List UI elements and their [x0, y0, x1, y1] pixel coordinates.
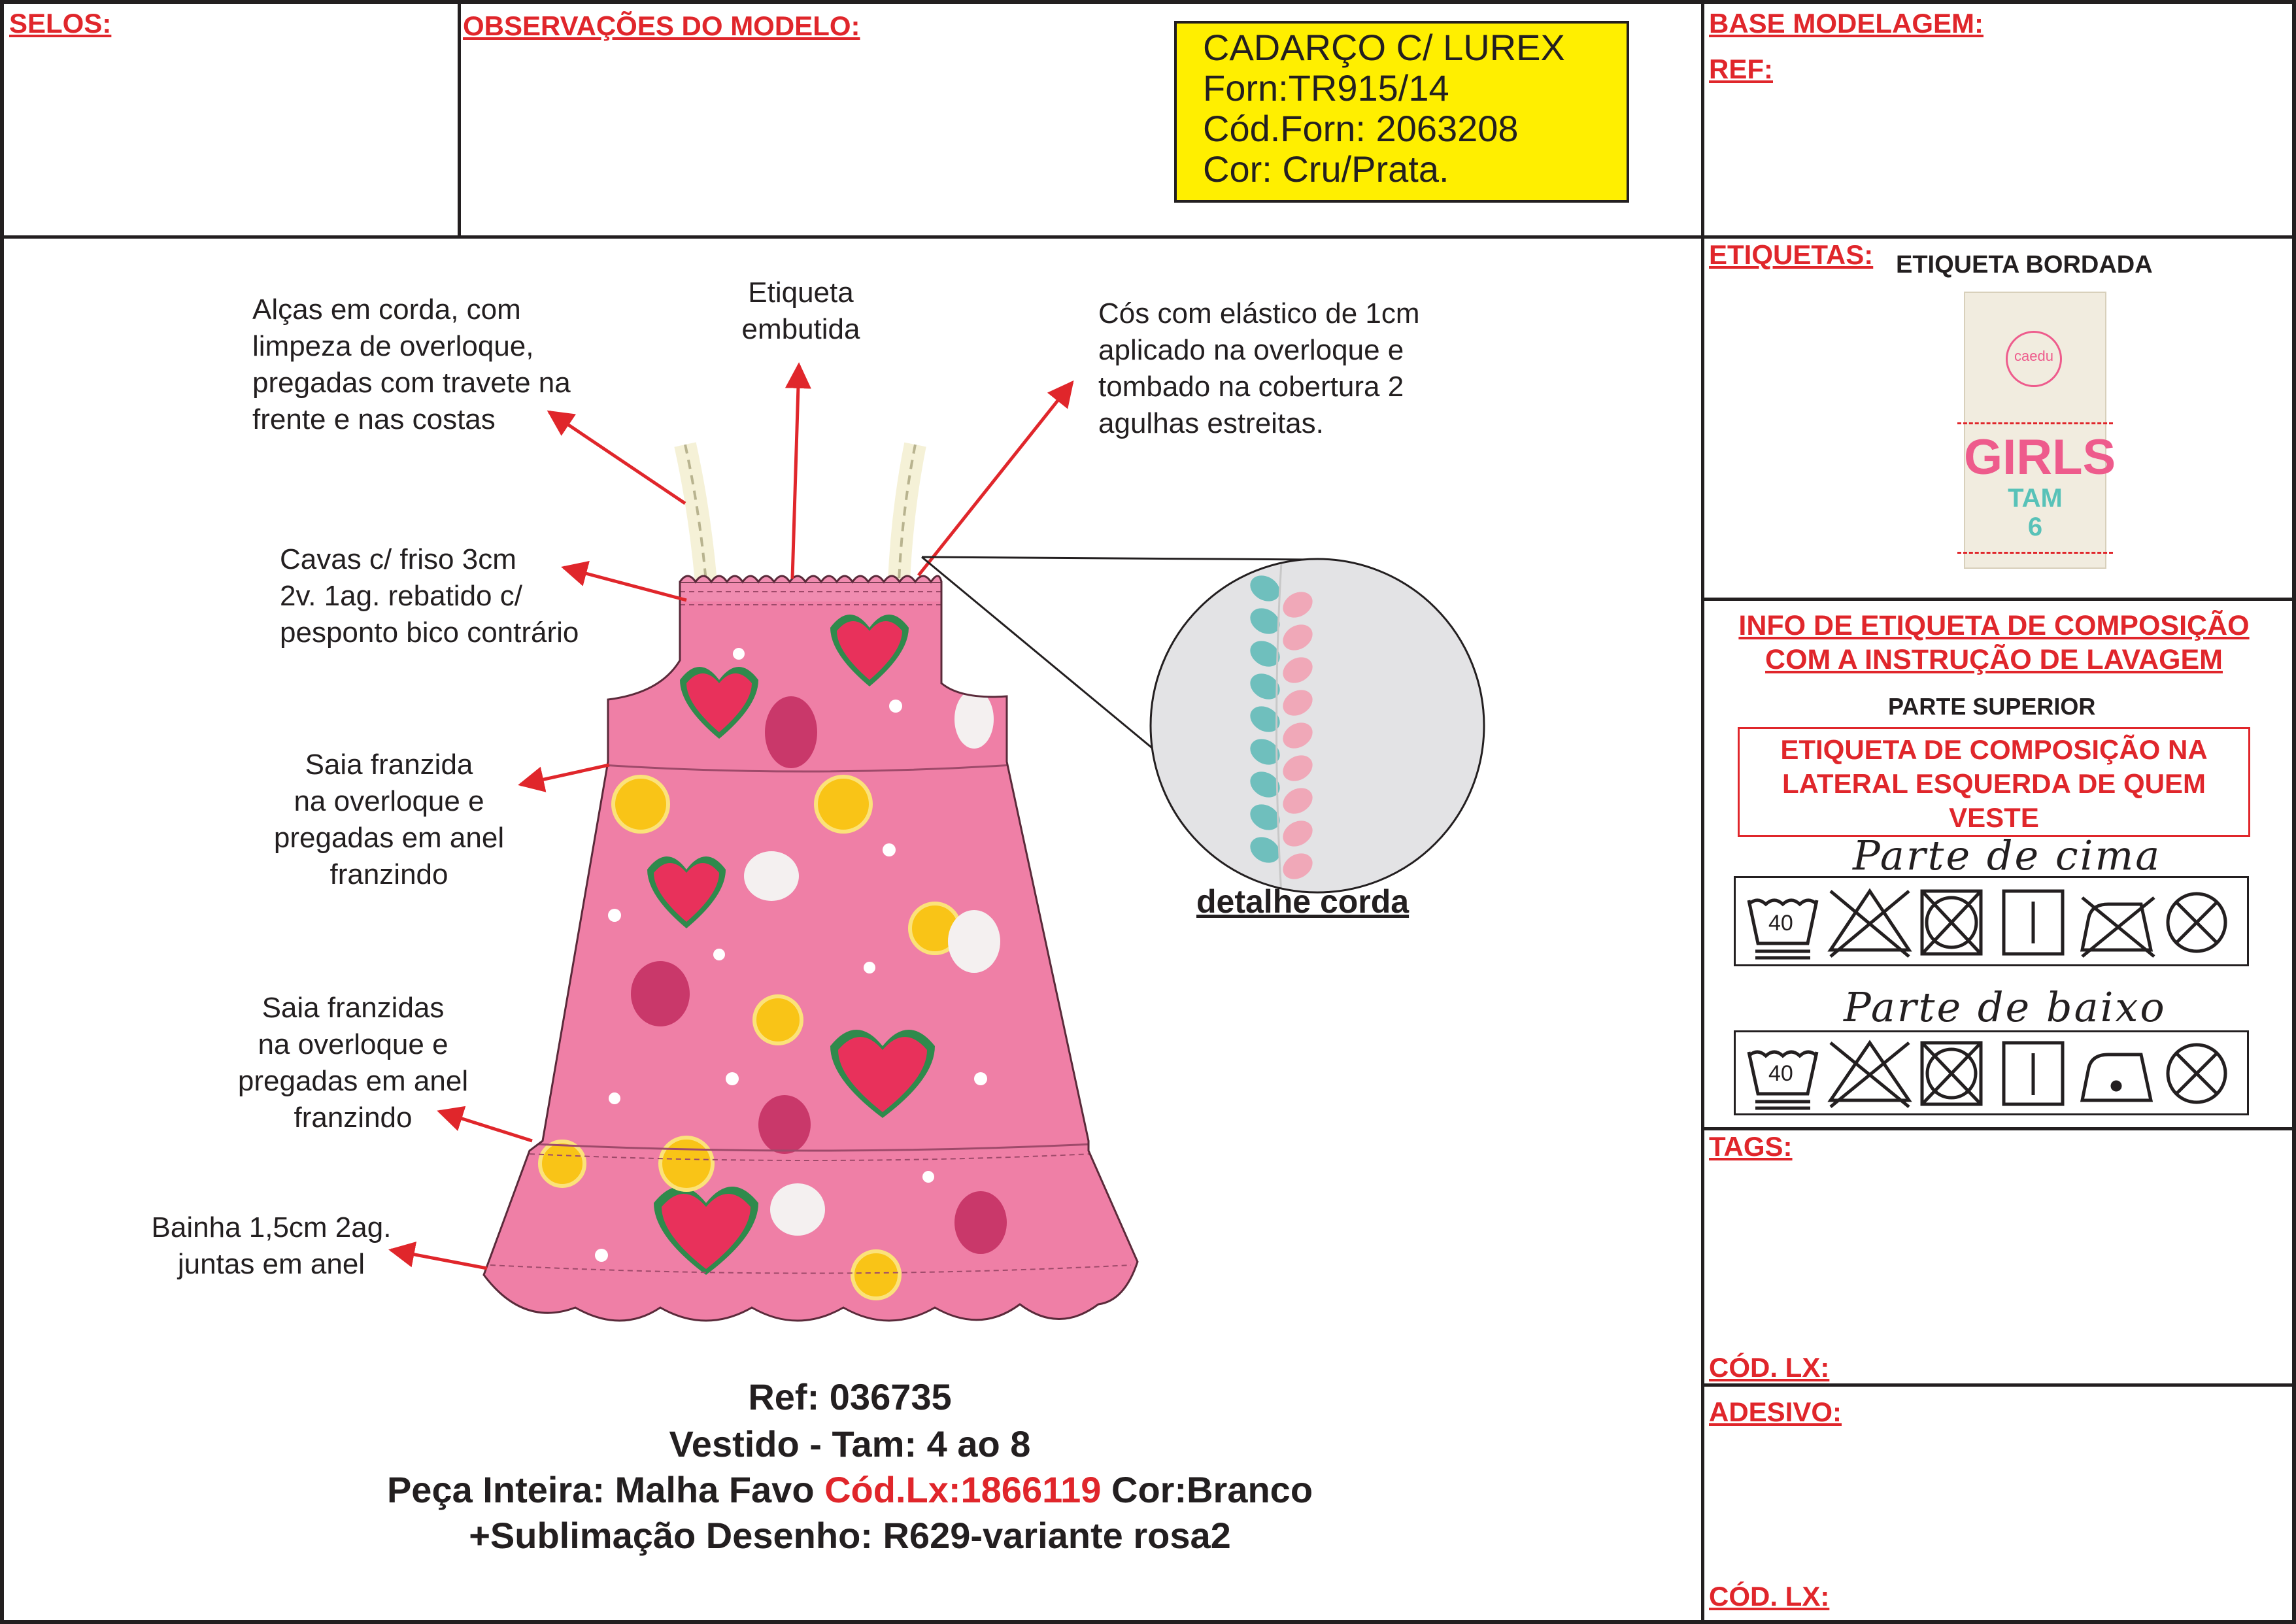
iron-low-icon: [2082, 1055, 2151, 1100]
care-symbols-top: [1734, 876, 2249, 966]
wash-temp-bottom: 40: [1768, 1061, 1793, 1086]
composition-box-line: VESTE: [1949, 802, 2039, 833]
note-line: Alças em corda, com: [252, 294, 521, 326]
note-line: tombado na cobertura 2: [1098, 371, 1404, 403]
parte-de-cima-label: Parte de cima: [1853, 832, 2162, 879]
tag-cut-line-bottom: [1957, 552, 2113, 554]
embroidered-label-tag: [1964, 292, 2116, 569]
composition-title-line1: INFO DE ETIQUETA DE COMPOSIÇÃO: [1738, 610, 2250, 641]
tag-size-text: 6: [2027, 513, 2043, 541]
product-print: +Sublimação Desenho: R629-variante rosa2: [469, 1515, 1231, 1556]
etiqueta-bordada-label: ETIQUETA BORDADA: [1896, 251, 2153, 279]
parte-de-baixo-label: Parte de baixo: [1844, 983, 2167, 1031]
ref-label: REF:: [1709, 54, 1773, 84]
strap-left: [685, 445, 706, 582]
note-line: pesponto bico contrário: [280, 617, 579, 649]
tag-brand-text: caedu: [2014, 348, 2053, 364]
note-line: pregadas em anel: [273, 822, 505, 854]
tag-tam-text: TAM: [2008, 484, 2063, 513]
note-line: juntas em anel: [177, 1248, 365, 1280]
right-panel-divider: [1701, 0, 1704, 1624]
tags-divider: [1701, 1383, 2296, 1387]
note-line: 2v. 1ag. rebatido c/: [280, 580, 522, 612]
note-line: Saia franzidas: [262, 992, 445, 1024]
composition-box-line: ETIQUETA DE COMPOSIÇÃO NA: [1780, 734, 2208, 765]
cod-lx-label-2: CÓD. LX:: [1709, 1581, 1830, 1612]
cod-lx-label-1: CÓD. LX:: [1709, 1352, 1830, 1383]
product-desc: Vestido - Tam: 4 ao 8: [669, 1423, 1031, 1464]
note-line: Bainha 1,5cm 2ag.: [151, 1211, 392, 1243]
product-fabric: [0, 1468, 1700, 1511]
adesivo-label: ADESIVO:: [1709, 1396, 1842, 1427]
note-line: limpeza de overloque,: [252, 330, 534, 362]
parte-superior-label: PARTE SUPERIOR: [1888, 693, 2096, 720]
fabric-code: Cód.Lx:1866119: [824, 1469, 1102, 1510]
detail-corda-label: detalhe corda: [1196, 883, 1410, 920]
note-line: Cós com elástico de 1cm: [1098, 297, 1420, 330]
note-line: frente e nas costas: [252, 403, 496, 435]
selos-label: SELOS:: [9, 8, 112, 39]
composition-divider: [1701, 1127, 2296, 1130]
rope-detail-circle: [1144, 556, 1497, 896]
tags-label: TAGS:: [1709, 1131, 1793, 1162]
trim-note-line: Cód.Forn: 2063208: [1203, 108, 1519, 149]
etiquetas-divider: [1701, 598, 2296, 601]
tag-cut-line-top: [1957, 422, 2113, 424]
note-line: na overloque e: [258, 1028, 448, 1060]
product-ref: Ref: 036735: [748, 1376, 952, 1417]
composition-position-box: [1738, 727, 2250, 837]
tag-girls-text: GIRLS: [1964, 430, 2116, 485]
care-symbols-top-svg: [1736, 878, 2247, 964]
note-line: aplicado na overloque e: [1098, 334, 1404, 366]
fabric-suffix: Cor:Branco: [1101, 1469, 1313, 1510]
note-line: franzindo: [329, 858, 448, 890]
note-line: embutida: [741, 313, 860, 345]
dress-body: [458, 575, 1177, 1360]
note-line: Cavas c/ friso 3cm: [280, 543, 516, 575]
composition-title-line2: COM A INSTRUÇÃO DE LAVAGEM: [1765, 644, 2223, 675]
etiquetas-label: ETIQUETAS:: [1709, 239, 1874, 270]
note-line: Saia franzida: [305, 749, 473, 781]
note-line: Etiqueta: [748, 277, 854, 309]
detail-leader-top: [922, 557, 1314, 560]
base-modelagem-label: BASE MODELAGEM:: [1709, 8, 1984, 39]
care-symbols-bottom-svg: [1736, 1032, 2247, 1113]
note-line: pregadas com travete na: [252, 367, 571, 399]
strap-right: [899, 445, 915, 582]
note-line: franzindo: [294, 1102, 413, 1134]
fabric-prefix: Peça Inteira: Malha Favo: [386, 1469, 825, 1510]
note-line: agulhas estreitas.: [1098, 407, 1324, 439]
composition-box-line: LATERAL ESQUERDA DE QUEM: [1782, 768, 2206, 799]
trim-note-line: CADARÇO C/ LUREX: [1203, 27, 1565, 68]
trim-note-line: Cor: Cru/Prata.: [1203, 148, 1449, 190]
wash-temp-top: 40: [1768, 911, 1793, 936]
note-line: na overloque e: [294, 785, 484, 817]
care-symbols-bottom: [1734, 1030, 2249, 1115]
observacoes-label: OBSERVAÇÕES DO MODELO:: [463, 10, 860, 41]
note-line: pregadas em anel: [237, 1065, 469, 1097]
trim-note-line: Forn:TR915/14: [1203, 67, 1449, 109]
